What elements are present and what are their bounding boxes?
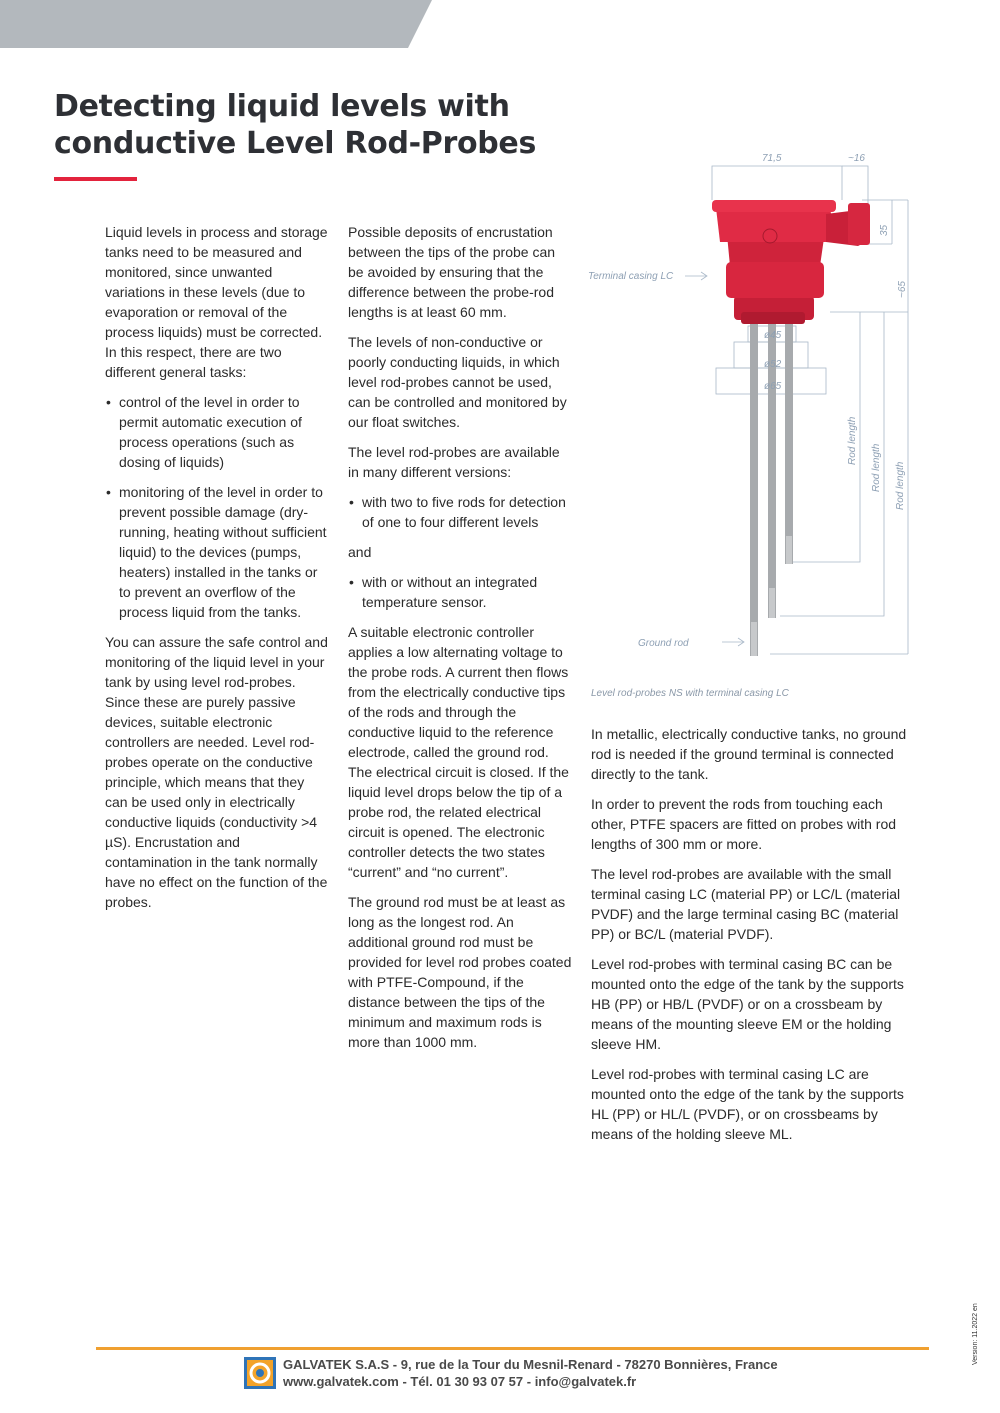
list-item: • control of the level in order to permit automatic execution of process operations (such as dosing of liquids)	[105, 392, 330, 472]
rod-length-label-2: Rod length	[871, 443, 882, 492]
paragraph: Possible deposits of encrustation between the tips of the probe can be avoided by ensuring that the difference between the probe-rod lengths is at least 60 mm.	[348, 224, 556, 320]
footer-address	[283, 1356, 778, 1390]
terminal-casing-label: Terminal casing LC	[588, 271, 674, 282]
version-list-1	[348, 492, 573, 532]
dimension-side: ~16	[848, 153, 865, 164]
list-item: • monitoring of the level in order to prevent possible damage (dry-running, heating without sufficient liquid) to the devices (pumps, heaters) installed in the tanks or to prevent an overflow of the process liquid from the tanks.	[105, 482, 330, 622]
version-list-2	[348, 572, 573, 612]
probe-drawing	[580, 140, 920, 665]
paragraph: Liquid levels in process and storage tanks need to be measured and monitored, since unwanted variations in these levels (due to evaporation or removal of the process liquids) must be corrected. In this respect, there are two different general tasks:	[105, 224, 328, 380]
text-column-1	[105, 222, 330, 922]
paragraph: The level rod-probes are available with the small terminal casing LC (material PP) or LC/L (material PVDF) and the large terminal casing BC (material PP) or BC/L (material PVDF).	[591, 866, 901, 942]
paragraph: Level rod-probes with terminal casing LC are mounted onto the edge of the tank by the supports HL (PP) or HL/L (PVDF), or on crossbeams by means of the holding sleeve ML.	[591, 1066, 904, 1142]
paragraph: In metallic, electrically conductive tanks, no ground rod is needed if the ground terminal is connected directly to the tank.	[591, 726, 907, 782]
paragraph: In order to prevent the rods from touching each other, PTFE spacers are fitted on probes with rod lengths of 300 mm or more.	[591, 796, 897, 852]
rod-length-label-1: Rod length	[847, 416, 858, 465]
title-underline	[54, 177, 137, 181]
page-title	[54, 88, 574, 162]
diameter-label-2: ø52	[764, 359, 782, 370]
paragraph: The levels of non-conductive or poorly conducting liquids, in which level rod-probes cannot be used, can be controlled and monitored by our float switches.	[348, 334, 567, 430]
version-label: Version: 11.2022 en	[972, 1303, 979, 1365]
text-column-3	[591, 724, 916, 1154]
diameter-label-1: ø45	[764, 330, 782, 341]
page-title-line-2: conductive Level Rod-Probes	[54, 126, 537, 161]
task-list	[105, 392, 330, 622]
dimension-height-top: 35	[879, 224, 890, 236]
figure-caption: Level rod-probes NS with terminal casing LC	[591, 688, 789, 699]
list-item: • with or without an integrated temperature sensor.	[348, 572, 573, 612]
rod-length-label-3: Rod length	[895, 461, 906, 510]
list-item: • with two to five rods for detection of one to four different levels	[348, 492, 573, 532]
top-band	[0, 0, 1000, 48]
galvatek-logo-icon	[244, 1357, 276, 1389]
dimension-width: 71,5	[762, 153, 782, 164]
ground-rod-label: Ground rod	[638, 638, 689, 649]
footer-divider	[96, 1347, 929, 1350]
paragraph: The ground rod must be at least as long as the longest rod. An additional ground rod must be provided for level rod probes coated with PTFE-Compound, if the distance between the tips of the minimum and maximum rods is more than 1000 mm.	[348, 894, 572, 1050]
and-text: and	[348, 544, 372, 560]
paragraph: Level rod-probes with terminal casing BC can be mounted onto the edge of the tank by the supports HB (PP) or HB/L (PVDF) or on a crossbeam by means of the mounting sleeve EM or the holding sleeve HM.	[591, 956, 904, 1052]
footer-line-1: GALVATEK S.A.S - 9, rue de la Tour du Mesnil-Renard - 78270 Bonnières, France	[283, 1357, 778, 1372]
paragraph: A suitable electronic controller applies a low alternating voltage to the probe rods. A current then flows from the electrically conductive tips of the rods and through the conductive liquid to the reference electrode, called the ground rod. The electrical circuit is closed. If the liquid level drops below the tip of a probe rod, the related electrical circuit is opened. The electronic controller detects the two states “current” and “no current”.	[348, 624, 569, 880]
paragraph: The level rod-probes are available in many different versions:	[348, 444, 560, 480]
footer-line-2: www.galvatek.com - Tél. 01 30 93 07 57 - info@galvatek.fr	[283, 1374, 637, 1389]
text-column-2	[348, 222, 573, 1062]
diameter-label-3: ø65	[764, 381, 782, 392]
dimension-height-total: ~65	[897, 281, 908, 298]
paragraph: You can assure the safe control and monitoring of the liquid level in your tank by using level rod-probes. Since these are purely passive devices, suitable electronic controllers are needed. Level rod-probes operate on the conductive principle, which means that they can be used only in electrically conductive liquids (conductivity >4 µS). Encrustation and contamination in the tank normally have no effect on the function of the probes.	[105, 634, 328, 910]
page-title-line-1: Detecting liquid levels with	[54, 89, 510, 124]
